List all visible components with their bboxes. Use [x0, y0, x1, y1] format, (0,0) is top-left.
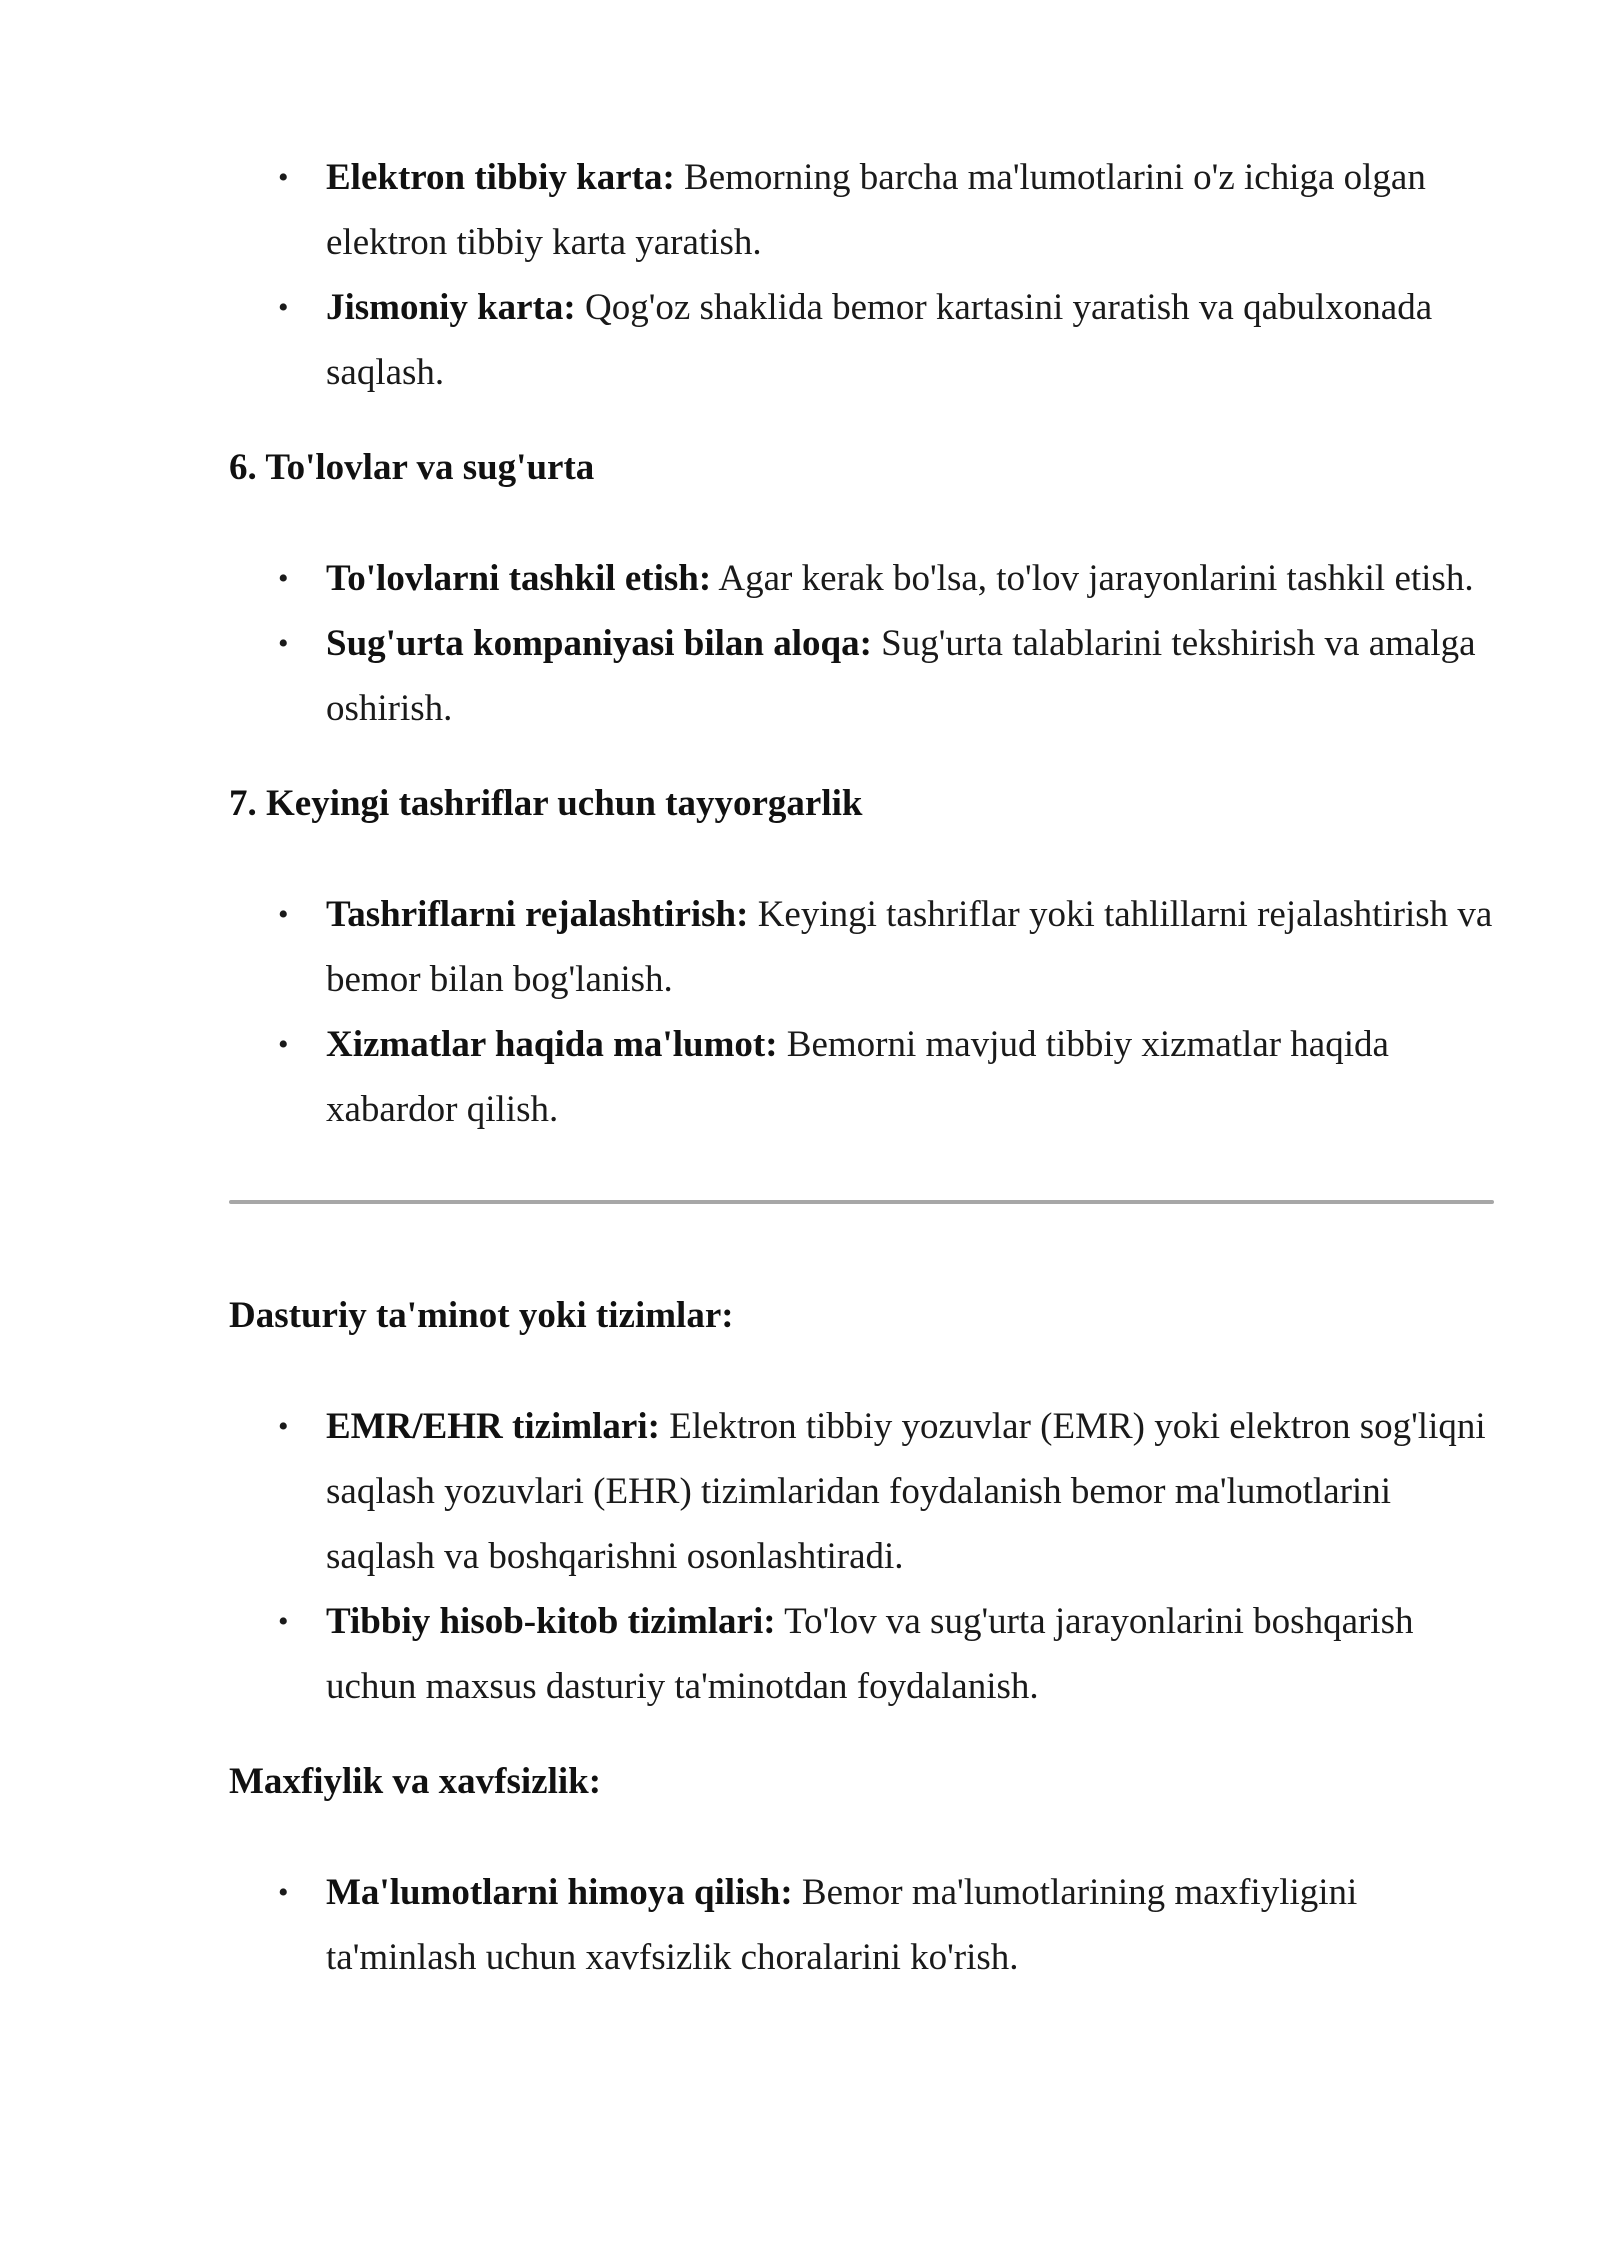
bullet-icon: • [278, 1410, 289, 1443]
bullet-icon: • [278, 161, 289, 194]
list-item [229, 1589, 1494, 1719]
list-privacy [229, 1860, 1494, 1990]
bullet-icon: • [278, 1028, 289, 1061]
list-item [229, 1012, 1494, 1142]
bullet-icon: • [278, 291, 289, 324]
bullet-icon: • [278, 627, 289, 660]
document-page [229, 145, 1494, 1990]
list-item [229, 145, 1494, 275]
list-item [229, 1394, 1494, 1589]
item-title: EMR/EHR tizimlari: [326, 1406, 660, 1447]
section-heading-software: Dasturiy ta'minot yoki tizimlar: [229, 1295, 734, 1336]
item-text: Agar kerak bo'lsa, to'lov jarayonlarini tashkil etish. [711, 558, 1474, 599]
list-electronic-card [229, 145, 1494, 405]
list-item [229, 882, 1494, 1012]
item-title: Elektron tibbiy karta: [326, 157, 675, 198]
bullet-icon: • [278, 898, 289, 931]
list-software [229, 1394, 1494, 1719]
bullet-icon: • [278, 562, 289, 595]
list-next-visits [229, 882, 1494, 1142]
list-item [229, 546, 1494, 611]
bullet-icon: • [278, 1876, 289, 1909]
item-text: Qog'oz shaklida bemor kartasini yaratish va qabulxonada saqlash. [326, 287, 1433, 393]
list-item [229, 1860, 1494, 1990]
list-payments [229, 546, 1494, 741]
section-heading-next-visits: 7. Keyingi tashriflar uchun tayyorgarlik [229, 783, 863, 824]
item-title: Tibbiy hisob-kitob tizimlari: [326, 1601, 776, 1642]
section-heading-payments: 6. To'lovlar va sug'urta [229, 447, 595, 488]
horizontal-divider [229, 1200, 1494, 1204]
item-text: Elektron tibbiy yozuvlar (EMR) yoki elektron sog'liqni saqlash yozuvlari (EHR) tizimlaridan foydalanish bemor ma'lumotlarini saqlash va boshqarishni osonlashtiradi. [326, 1406, 1486, 1577]
item-title: To'lovlarni tashkil etish: [326, 558, 712, 599]
item-text: Keyingi tashriflar yoki tahlillarni rejalashtirish va bemor bilan bog'lanish. [326, 894, 1493, 1000]
section-heading-privacy: Maxfiylik va xavfsizlik: [229, 1761, 602, 1802]
item-title: Jismoniy karta: [326, 287, 576, 328]
item-title: Sug'urta kompaniyasi bilan aloqa: [326, 623, 872, 664]
item-text: Bemorni mavjud tibbiy xizmatlar haqida xabardor qilish. [326, 1024, 1389, 1130]
item-text: Bemor ma'lumotlarining maxfiyligini ta'minlash uchun xavfsizlik choralarini ko'rish. [326, 1872, 1358, 1978]
item-text: Bemorning barcha ma'lumotlarini o'z ichiga olgan elektron tibbiy karta yaratish. [326, 157, 1426, 263]
item-text: Sug'urta talablarini tekshirish va amalga oshirish. [326, 623, 1476, 729]
list-item [229, 275, 1494, 405]
bullet-icon: • [278, 1605, 289, 1638]
item-title: Xizmatlar haqida ma'lumot: [326, 1024, 778, 1065]
item-text: To'lov va sug'urta jarayonlarini boshqarish uchun maxsus dasturiy ta'minotdan foydalanish. [326, 1601, 1414, 1707]
list-item [229, 611, 1494, 741]
item-title: Tashriflarni rejalashtirish: [326, 894, 749, 935]
item-title: Ma'lumotlarni himoya qilish: [326, 1872, 793, 1913]
